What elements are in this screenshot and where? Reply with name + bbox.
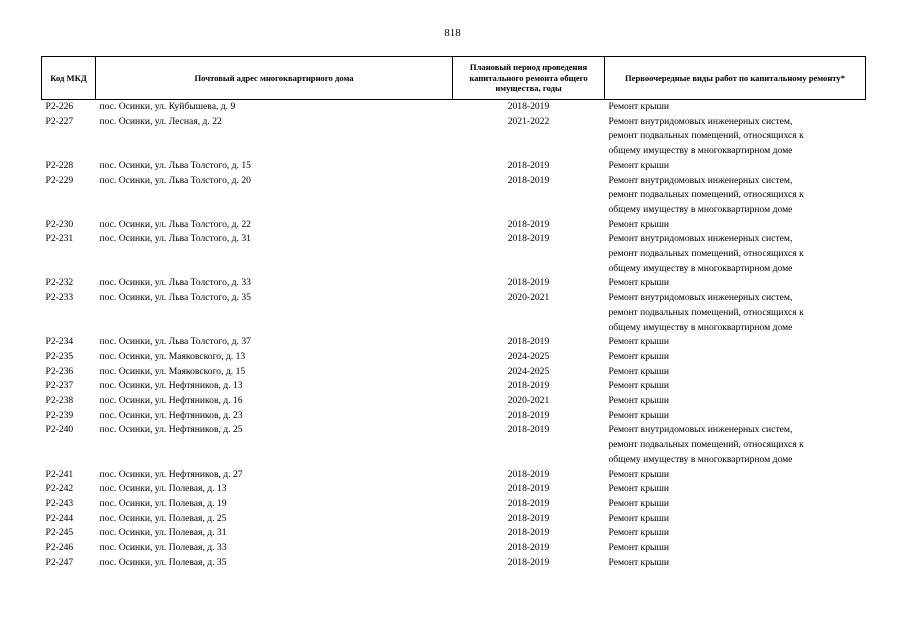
row-code: Р2-226 (45, 101, 74, 112)
row-code: Р2-228 (45, 159, 74, 171)
row-works (605, 512, 866, 527)
row-works-line: общему имуществу в многоквартирном доме (608, 145, 793, 157)
table-row (42, 409, 866, 424)
table-row (42, 526, 866, 541)
row-works-line: Ремонт внутридомовых инженерных систем, (608, 115, 793, 127)
table-row (42, 556, 866, 571)
row-works (605, 174, 866, 218)
row-period: 2020-2021 (507, 395, 550, 407)
row-works-line: общему имуществу в многоквартирном доме (608, 453, 793, 465)
row-address: пос. Осинки, ул. Льва Толстого, д. 20 (99, 174, 251, 186)
row-address: пос. Осинки, ул. Нефтяников, д. 25 (99, 424, 243, 436)
row-period: 2024-2025 (507, 350, 550, 362)
row-works (605, 482, 866, 497)
table-body (42, 100, 866, 571)
row-works-line: Ремонт крыши (608, 468, 669, 480)
row-period: 2018-2019 (507, 483, 550, 495)
row-works-line: общему имуществу в многоквартирном доме (608, 262, 793, 274)
row-works-line: ремонт подвальных помещений, относящихся к (608, 306, 804, 318)
row-works (605, 468, 866, 483)
row-works-line: Ремонт крыши (608, 350, 669, 362)
row-address: пос. Осинки, ул. Маяковского, д. 15 (99, 365, 246, 377)
row-works-line: Ремонт крыши (608, 483, 669, 495)
row-code: Р2-245 (45, 527, 74, 539)
row-code: Р2-234 (45, 336, 74, 348)
row-period: 2021-2022 (507, 115, 550, 127)
row-works-line: Ремонт внутридомовых инженерных систем, (608, 292, 793, 304)
row-works (605, 541, 866, 556)
row-works-line: ремонт подвальных помещений, относящихся к (608, 248, 804, 260)
row-period: 2018-2019 (507, 424, 550, 436)
header-code: Код МКД (42, 57, 96, 100)
row-period: 2018-2019 (507, 101, 550, 112)
header-address: Почтовый адрес многоквартирного дома (96, 57, 453, 100)
row-address: пос. Осинки, ул. Полевая, д. 35 (99, 556, 227, 568)
table-row (42, 394, 866, 409)
row-period: 2018-2019 (507, 277, 550, 289)
row-period: 2018-2019 (507, 174, 550, 186)
row-works (605, 526, 866, 541)
row-address: пос. Осинки, ул. Нефтяников, д. 13 (99, 380, 243, 392)
row-works-line: общему имуществу в многоквартирном доме (608, 203, 793, 215)
row-code: Р2-244 (45, 512, 74, 524)
row-period: 2018-2019 (507, 556, 550, 568)
row-works (605, 218, 866, 233)
table-header (42, 57, 866, 100)
table-row (42, 541, 866, 556)
row-address: пос. Осинки, ул. Полевая, д. 33 (99, 542, 227, 554)
row-address: пос. Осинки, ул. Льва Толстого, д. 31 (99, 233, 251, 245)
row-period: 2018-2019 (507, 527, 550, 539)
row-works (605, 115, 866, 159)
header-works: Первоочередные виды работ по капитальному ремонту* (605, 57, 866, 100)
row-code: Р2-246 (45, 542, 74, 554)
row-code: Р2-231 (45, 233, 74, 245)
row-works (605, 335, 866, 350)
row-period: 2018-2019 (507, 497, 550, 509)
row-address: пос. Осинки, ул. Полевая, д. 13 (99, 483, 227, 495)
repair-schedule-table (41, 56, 866, 571)
table-row (42, 115, 866, 159)
table-row (42, 276, 866, 291)
row-works (605, 159, 866, 174)
row-works-line: Ремонт крыши (608, 159, 669, 171)
row-works-line: Ремонт крыши (608, 527, 669, 539)
row-works-line: Ремонт крыши (608, 512, 669, 524)
row-period: 2018-2019 (507, 409, 550, 421)
table-row (42, 468, 866, 483)
row-code: Р2-239 (45, 409, 74, 421)
row-works (605, 556, 866, 571)
row-period: 2018-2019 (507, 542, 550, 554)
table-row (42, 291, 866, 335)
table-row (42, 423, 866, 467)
row-period: 2018-2019 (507, 233, 550, 245)
row-code: Р2-238 (45, 395, 74, 407)
row-works-line: Ремонт крыши (608, 218, 669, 230)
row-address: пос. Осинки, ул. Маяковского, д. 13 (99, 350, 246, 362)
row-period: 2020-2021 (507, 292, 550, 304)
table-row (42, 350, 866, 365)
row-works-line: Ремонт крыши (608, 336, 669, 348)
row-works-line: ремонт подвальных помещений, относящихся к (608, 189, 804, 201)
row-works-line: Ремонт крыши (608, 497, 669, 509)
table-row (42, 379, 866, 394)
row-address: пос. Осинки, ул. Льва Толстого, д. 33 (99, 277, 251, 289)
row-address: пос. Осинки, ул. Полевая, д. 31 (99, 527, 227, 539)
row-works (605, 379, 866, 394)
table-row (42, 365, 866, 380)
table-row (42, 218, 866, 233)
row-period: 2018-2019 (507, 159, 550, 171)
row-address: пос. Осинки, ул. Полевая, д. 19 (99, 497, 227, 509)
row-works-line: Ремонт крыши (608, 101, 669, 112)
row-works-line: Ремонт крыши (608, 395, 669, 407)
row-address: пос. Осинки, ул. Нефтяников, д. 27 (99, 468, 243, 480)
row-code: Р2-237 (45, 380, 74, 392)
row-address: пос. Осинки, ул. Льва Толстого, д. 37 (99, 336, 251, 348)
row-address: пос. Осинки, ул. Куйбышева, д. 9 (99, 101, 236, 112)
row-code: Р2-227 (45, 115, 74, 127)
table-row (42, 159, 866, 174)
page-number: 818 (444, 27, 461, 39)
table-row (42, 482, 866, 497)
row-address: пос. Осинки, ул. Нефтяников, д. 23 (99, 409, 243, 421)
table-row (42, 335, 866, 350)
row-code: Р2-241 (45, 468, 74, 480)
row-works-line: Ремонт крыши (608, 365, 669, 377)
row-works-line: Ремонт крыши (608, 542, 669, 554)
row-period: 2018-2019 (507, 512, 550, 524)
row-works-line: Ремонт крыши (608, 409, 669, 421)
row-code: Р2-229 (45, 174, 74, 186)
row-code: Р2-235 (45, 350, 74, 362)
row-address: пос. Осинки, ул. Льва Толстого, д. 22 (99, 218, 251, 230)
row-works (605, 365, 866, 380)
row-works-line: общему имуществу в многоквартирном доме (608, 321, 793, 333)
row-works (605, 276, 866, 291)
table-row (42, 497, 866, 512)
header-row (42, 57, 866, 100)
table-row (42, 512, 866, 527)
table-row (42, 174, 866, 218)
row-code: Р2-233 (45, 292, 74, 304)
row-works-line: Ремонт внутридомовых инженерных систем, (608, 424, 793, 436)
row-works (605, 394, 866, 409)
row-period: 2018-2019 (507, 336, 550, 348)
row-works-line: Ремонт внутридомовых инженерных систем, (608, 233, 793, 245)
row-code: Р2-230 (45, 218, 74, 230)
row-address: пос. Осинки, ул. Полевая, д. 25 (99, 512, 227, 524)
row-works (605, 423, 866, 467)
row-period: 2024-2025 (507, 365, 550, 377)
row-address: пос. Осинки, ул. Лесная, д. 22 (99, 115, 222, 127)
table-row (42, 232, 866, 276)
row-period: 2018-2019 (507, 380, 550, 392)
row-address: пос. Осинки, ул. Нефтяников, д. 16 (99, 395, 243, 407)
row-period: 2018-2019 (507, 218, 550, 230)
row-works (605, 100, 866, 115)
row-works (605, 409, 866, 424)
row-works-line: Ремонт крыши (608, 380, 669, 392)
row-code: Р2-243 (45, 497, 74, 509)
row-works-line: Ремонт крыши (608, 556, 669, 568)
row-works (605, 232, 866, 276)
row-works (605, 350, 866, 365)
row-address: пос. Осинки, ул. Льва Толстого, д. 15 (99, 159, 251, 171)
table-row (42, 100, 866, 115)
row-works-line: Ремонт крыши (608, 277, 669, 289)
row-works-line: ремонт подвальных помещений, относящихся к (608, 130, 804, 142)
row-code: Р2-236 (45, 365, 74, 377)
row-works (605, 497, 866, 512)
row-code: Р2-240 (45, 424, 74, 436)
row-code: Р2-232 (45, 277, 74, 289)
header-period: Плановый период проведения капитального ремонта общего имущества, годы (453, 57, 605, 100)
row-code: Р2-247 (45, 556, 74, 568)
row-period: 2018-2019 (507, 468, 550, 480)
row-works-line: Ремонт внутридомовых инженерных систем, (608, 174, 793, 186)
row-address: пос. Осинки, ул. Льва Толстого, д. 35 (99, 292, 251, 304)
row-code: Р2-242 (45, 483, 74, 495)
row-works (605, 291, 866, 335)
row-works-line: ремонт подвальных помещений, относящихся к (608, 439, 804, 451)
